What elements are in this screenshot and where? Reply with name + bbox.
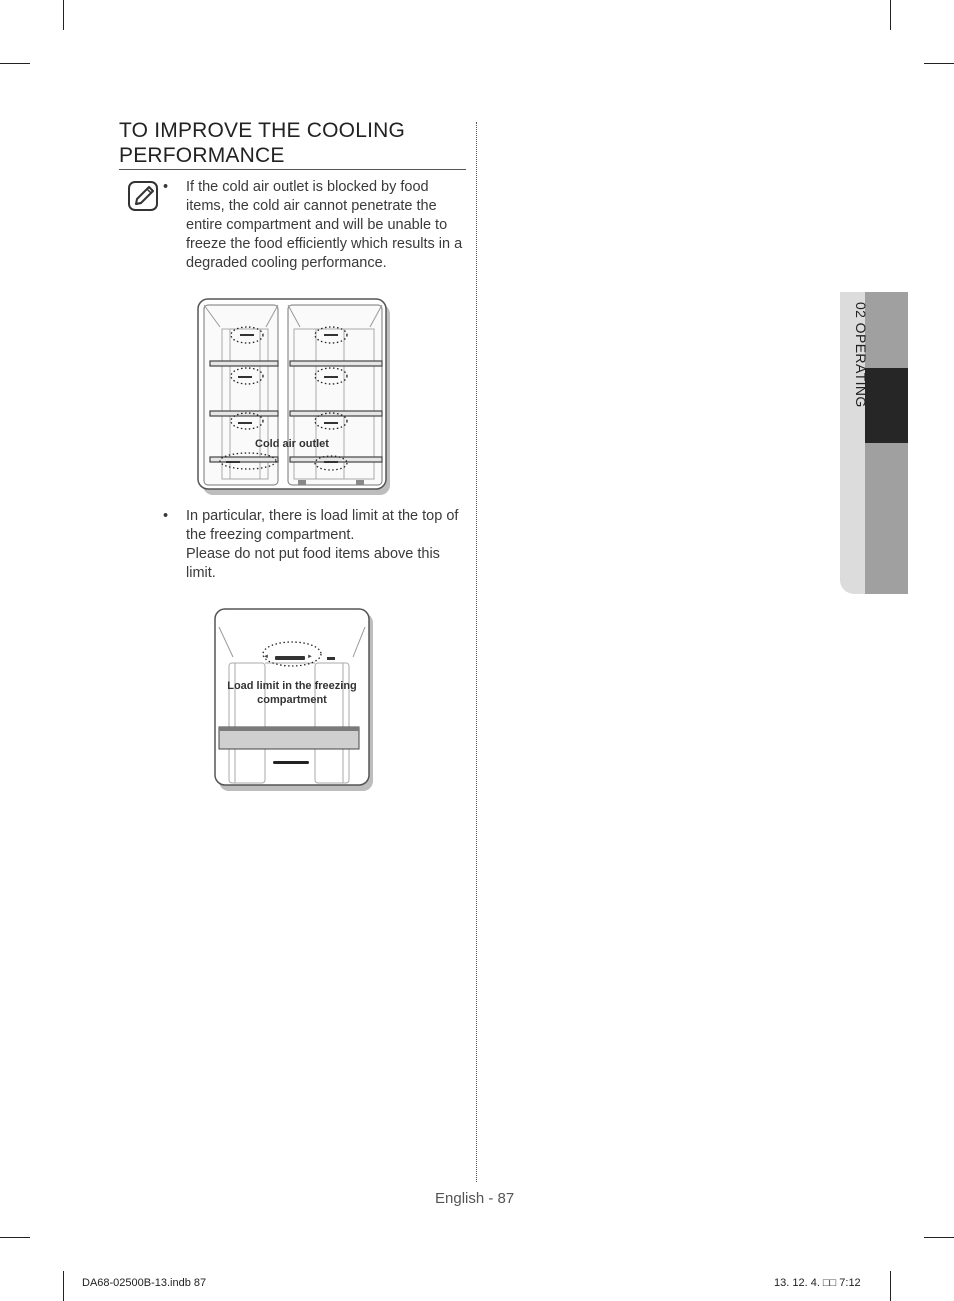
crop-mark <box>890 1271 891 1301</box>
bullet-marker: • <box>163 179 169 195</box>
column-divider <box>476 122 477 1182</box>
section-title: TO IMPROVE THE COOLING PERFORMANCE <box>119 119 406 167</box>
crop-mark <box>924 1237 954 1238</box>
crop-mark <box>924 63 954 64</box>
title-underline <box>119 169 466 170</box>
bullet-item <box>163 507 468 587</box>
bullet-marker: • <box>163 508 169 524</box>
svg-text:◄: ◄ <box>263 654 269 660</box>
note-pencil-icon <box>127 180 161 214</box>
bullet-item <box>163 178 468 278</box>
crop-mark <box>0 1237 30 1238</box>
cold-air-outlet-figure <box>196 297 392 497</box>
svg-text:►: ► <box>307 654 313 660</box>
crop-mark <box>63 1271 64 1301</box>
bullet-text: In particular, there is load limit at the top of the freezing compartment. <box>186 508 459 543</box>
footer-file-name: DA68-02500B-13.indb 87 <box>82 1277 207 1289</box>
crop-mark <box>63 0 64 30</box>
crop-mark <box>0 63 30 64</box>
figure-label-load-limit <box>222 679 362 707</box>
side-tab-label: 02 OPERATING <box>853 302 869 408</box>
figure-label-cold-air-outlet: Cold air outlet <box>255 438 329 450</box>
side-tab-strip <box>865 292 908 594</box>
bullet-text: Please do not put food items above this limit. <box>186 546 440 581</box>
figure-label-line: Load limit in the freezing <box>227 680 357 692</box>
footer-timestamp: 13. 12. 4. □□ 7:12 <box>774 1277 861 1289</box>
bullet-text: If the cold air outlet is blocked by food items, the cold air cannot penetrate the entire compartment and will be unable to freeze the food efficiently which results in a degraded cooling performance. <box>186 179 463 271</box>
crop-mark <box>890 0 891 30</box>
figure-label-line: compartment <box>257 694 327 706</box>
side-tab-active-marker <box>865 368 908 443</box>
page-number: English - 87 <box>435 1190 515 1207</box>
